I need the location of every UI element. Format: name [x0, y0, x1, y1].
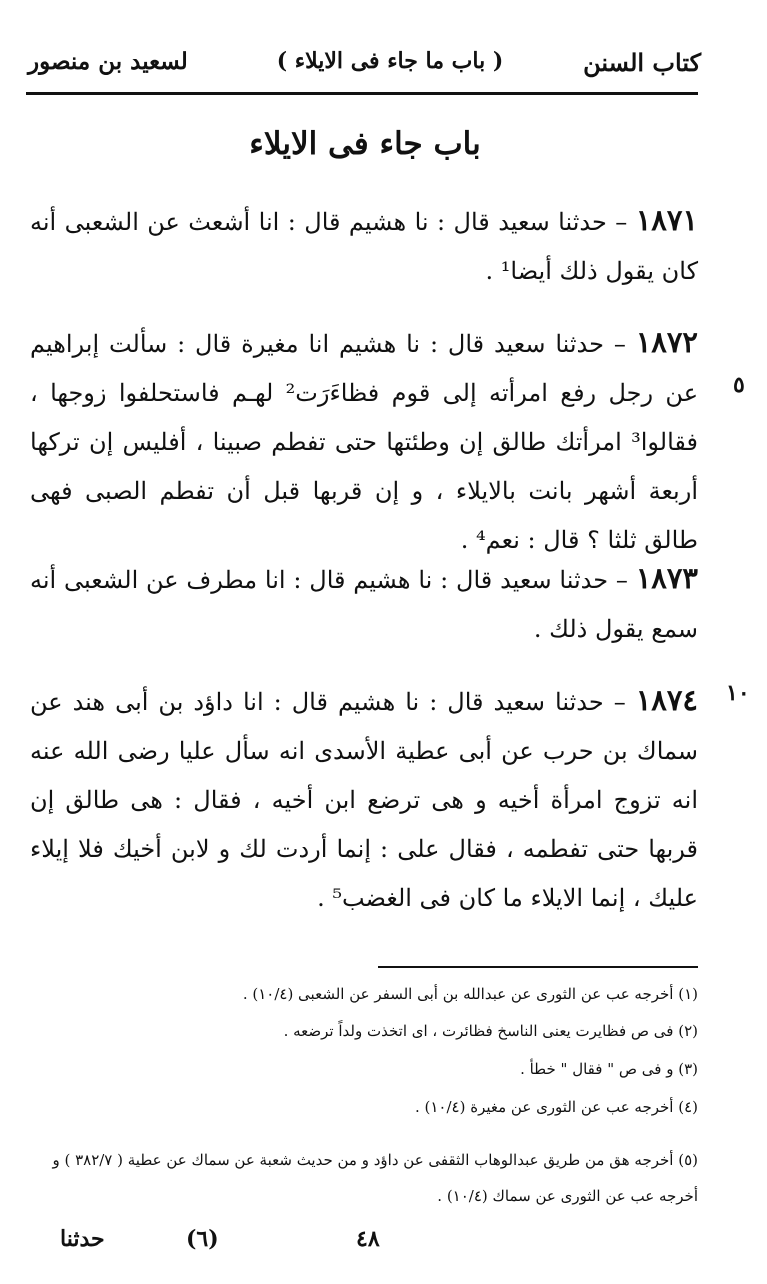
signature-mark: (٦) [186, 1226, 219, 1252]
hadith-number: ١٨٧٣ [635, 561, 698, 595]
running-header-book: كتاب السنن [583, 48, 701, 77]
header-rule [26, 92, 698, 95]
footnote-3: (٣) و فى ص " فقال " خطأ . [520, 1060, 698, 1078]
hadith-number: ١٨٧١ [635, 203, 698, 237]
catchword: حدثنا [60, 1226, 105, 1252]
hadith-number: ١٨٧٢ [635, 325, 698, 359]
footnote-2: (٢) فى ص فظايرت يعنى الناسخ فظائرت ، اى اتخذت ولداً ترضعه . [283, 1022, 698, 1040]
hadith-entry-1873 [30, 554, 698, 654]
footnote-4: (٤) أخرجه عب عن الثورى عن مغيرة (١٠/٤) . [414, 1098, 698, 1116]
running-header-chapter: ( باب ما جاء فى الايلاء ) [276, 48, 504, 74]
footnote-1: (١) أخرجه عب عن الثورى عن عبدالله بن أبى السفر عن الشعبى (١٠/٤) . [242, 985, 698, 1003]
hadith-text: – حدثنا سعيد قال : نا هشيم قال : انا أشعث عن الشعبى أنه كان يقول ذلك أيضا¹ . [30, 208, 698, 285]
hadith-text: – حدثنا سعيد قال : نا هشيم انا مغيرة قال : سألت إبراهيم عن رجل رفع امرأته إلى قوم فظاءَرَت² لهـم فاستحلفوا زوجها ، فقالوا³ امرأتك طالق إن وطئتها حتى تفطم صبينا ، أفليس إن تركها أربعة أشهر بانت بالايلاء ، و إن قربها قبل أن تفطم الصبى فهى طالق ثلثا ؟ قال : نعم⁴ . [30, 330, 699, 554]
line-number-marker: ١٠ [726, 680, 750, 706]
page-number: ٤٨ [356, 1226, 380, 1252]
hadith-entry-1872 [30, 318, 698, 565]
hadith-entry-1874 [30, 676, 698, 923]
hadith-text: – حدثنا سعيد قال : نا هشيم قال : انا مطرف عن الشعبى أنه سمع يقول ذلك . [30, 566, 698, 643]
running-header-author: لسعيد بن منصور [28, 48, 188, 75]
chapter-title: باب جاء فى الايلاء [249, 126, 481, 162]
hadith-text: – حدثنا سعيد قال : نا هشيم قال : انا داؤد بن أبى هند عن سماك بن حرب عن أبى عطية الأسدى انه سأل عليا رضى الله عنه انه تزوج امرأة أخيه و هى ترضع ابن أخيه ، فقال : هى طالق إن قربها حتى تفطمه ، فقال على : إنما أردت لك و لابن أخيك فلا إيلاء عليك ، إنما الايلاء ما كان فى الغضب⁵ . [30, 688, 698, 912]
footnote-rule [378, 966, 698, 968]
hadith-number: ١٨٧٤ [635, 683, 698, 717]
footnote-5: (٥) أخرجه هق من طريق عبدالوهاب الثقفى عن داؤد و من حديث شعبة عن سماك عن عطية ( ٣٨٢/٧ ) و أخرجه عب عن الثورى عن سماك (١٠/٤) . [52, 1151, 698, 1205]
hadith-entry-1871 [30, 196, 698, 296]
line-number-marker: ٥ [733, 372, 745, 398]
